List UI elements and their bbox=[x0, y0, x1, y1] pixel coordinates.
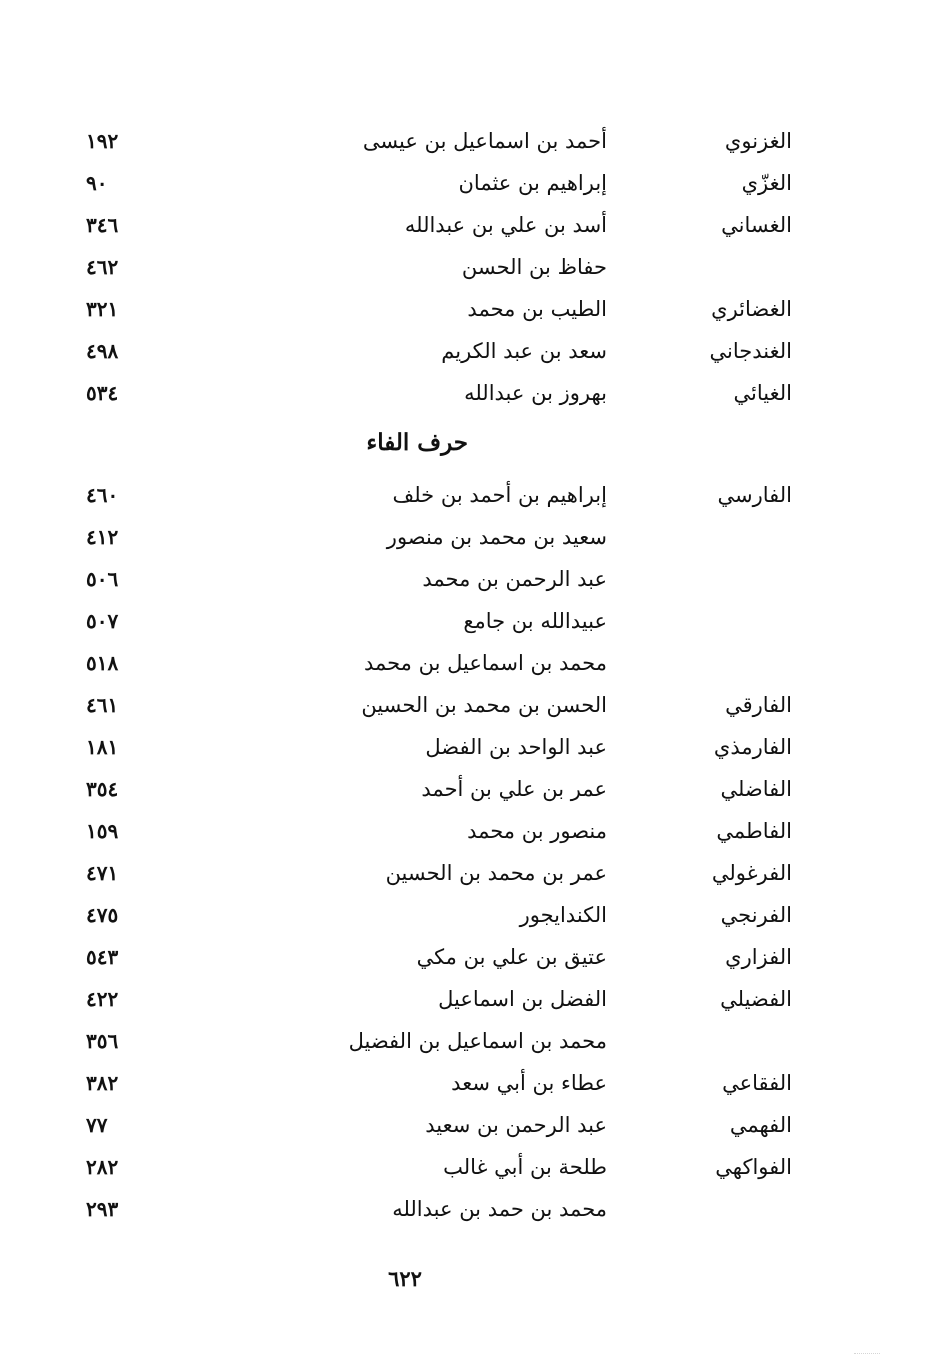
index-row bbox=[0, 600, 940, 642]
nisba: الفرغولي bbox=[711, 861, 792, 885]
index-row bbox=[0, 936, 940, 978]
page-reference: ٤٧١ bbox=[86, 861, 119, 885]
page-reference: ٥٣٤ bbox=[86, 381, 119, 405]
index-row bbox=[0, 330, 940, 372]
index-row bbox=[0, 810, 940, 852]
page-reference: ٤٧٥ bbox=[86, 903, 119, 927]
nisba: الفاطمي bbox=[716, 819, 792, 843]
page-reference: ٤٦٢ bbox=[86, 255, 119, 279]
index-row bbox=[0, 684, 940, 726]
page-reference: ١٩٢ bbox=[86, 129, 119, 153]
nisba: الفواكهي bbox=[715, 1155, 792, 1179]
page-reference: ١٨١ bbox=[86, 735, 119, 759]
scan-speck bbox=[854, 1353, 880, 1364]
page-reference: ٣٨٢ bbox=[86, 1071, 119, 1095]
nisba: الفارسي bbox=[717, 483, 792, 507]
person-name: عمر بن محمد بن الحسين bbox=[385, 861, 607, 885]
index-row bbox=[0, 372, 940, 414]
person-name: إبراهيم بن أحمد بن خلف bbox=[392, 483, 607, 507]
person-name: أسد بن علي بن عبدالله bbox=[404, 213, 607, 237]
page-reference: ٩٠ bbox=[86, 171, 108, 195]
index-row bbox=[0, 204, 940, 246]
person-name: حفاظ بن الحسن bbox=[461, 255, 607, 279]
person-name: عبيدالله بن جامع bbox=[463, 609, 607, 633]
nisba: الفضيلي bbox=[720, 987, 792, 1011]
index-row bbox=[0, 558, 940, 600]
index-row bbox=[0, 642, 940, 684]
nisba: الفارقي bbox=[725, 693, 792, 717]
person-name: منصور بن محمد bbox=[467, 819, 607, 843]
person-name: محمد بن اسماعيل بن محمد bbox=[363, 651, 607, 675]
page-reference: ٧٧ bbox=[86, 1113, 108, 1137]
person-name: الفضل بن اسماعيل bbox=[438, 987, 607, 1011]
person-name: سعد بن عبد الكريم bbox=[441, 339, 607, 363]
nisba: الفرنجي bbox=[720, 903, 792, 927]
index-row bbox=[0, 726, 940, 768]
index-row bbox=[0, 894, 940, 936]
page-reference: ٣٢١ bbox=[86, 297, 119, 321]
page-reference: ١٥٩ bbox=[86, 819, 119, 843]
index-row bbox=[0, 474, 940, 516]
page-reference: ٤٦١ bbox=[86, 693, 119, 717]
person-name: عطاء بن أبي سعد bbox=[451, 1071, 607, 1095]
nisba: الغندجاني bbox=[709, 339, 792, 363]
person-name: طلحة بن أبي غالب bbox=[443, 1155, 607, 1179]
person-name: الحسن بن محمد بن الحسين bbox=[361, 693, 607, 717]
index-section-fa bbox=[0, 474, 940, 1230]
section-heading: حرف الفاء bbox=[366, 429, 468, 456]
page-reference: ٢٨٢ bbox=[86, 1155, 119, 1179]
index-row bbox=[0, 246, 940, 288]
person-name: محمد بن حمد بن عبدالله bbox=[392, 1197, 607, 1221]
index-row bbox=[0, 1146, 940, 1188]
page-reference: ٥٠٧ bbox=[86, 609, 119, 633]
nisba: الفاضلي bbox=[720, 777, 792, 801]
index-row bbox=[0, 288, 940, 330]
person-name: أحمد بن اسماعيل بن عيسى bbox=[362, 129, 607, 153]
page-reference: ٥٤٣ bbox=[86, 945, 119, 969]
person-name: الكندايجور bbox=[519, 903, 607, 927]
person-name: بهروز بن عبدالله bbox=[464, 381, 607, 405]
index-section-ghayn bbox=[0, 120, 940, 414]
page-reference: ٣٤٦ bbox=[86, 213, 119, 237]
index-row bbox=[0, 162, 940, 204]
person-name: عبد الواحد بن الفضل bbox=[425, 735, 607, 759]
person-name: الطيب بن محمد bbox=[467, 297, 607, 321]
nisba: الغضائري bbox=[711, 297, 792, 321]
index-row bbox=[0, 120, 940, 162]
index-row bbox=[0, 852, 940, 894]
index-row bbox=[0, 768, 940, 810]
index-row bbox=[0, 1062, 940, 1104]
nisba: الفزاري bbox=[725, 945, 792, 969]
person-name: عمر بن علي بن أحمد bbox=[421, 777, 607, 801]
index-row bbox=[0, 1188, 940, 1230]
page-number: ٦٢٢ bbox=[388, 1266, 422, 1291]
person-name: عبد الرحمن بن سعيد bbox=[425, 1113, 607, 1137]
index-row bbox=[0, 978, 940, 1020]
index-row bbox=[0, 1104, 940, 1146]
person-name: عبد الرحمن بن محمد bbox=[422, 567, 607, 591]
person-name: عتيق بن علي بن مكي bbox=[416, 945, 607, 969]
page-reference: ٤١٢ bbox=[86, 525, 119, 549]
page-reference: ٤٩٨ bbox=[86, 339, 119, 363]
nisba: الفهمي bbox=[729, 1113, 792, 1137]
nisba: الغزّي bbox=[741, 171, 792, 195]
nisba: الغزنوي bbox=[724, 129, 792, 153]
nisba: الغيائي bbox=[733, 381, 792, 405]
person-name: سعيد بن محمد بن منصور bbox=[386, 525, 607, 549]
page-reference: ٢٩٣ bbox=[86, 1197, 119, 1221]
nisba: الفارمذي bbox=[713, 735, 792, 759]
nisba: الفقاعي bbox=[722, 1071, 792, 1095]
page-reference: ٥٠٦ bbox=[86, 567, 119, 591]
nisba: الغساني bbox=[721, 213, 792, 237]
person-name: إبراهيم بن عثمان bbox=[458, 171, 607, 195]
index-row bbox=[0, 1020, 940, 1062]
person-name: محمد بن اسماعيل بن الفضيل bbox=[348, 1029, 607, 1053]
page-reference: ٣٥٤ bbox=[86, 777, 119, 801]
page-reference: ٣٥٦ bbox=[86, 1029, 119, 1053]
page-reference: ٥١٨ bbox=[86, 651, 119, 675]
page-reference: ٤٦٠ bbox=[86, 483, 119, 507]
index-row bbox=[0, 516, 940, 558]
page-reference: ٤٢٢ bbox=[86, 987, 119, 1011]
